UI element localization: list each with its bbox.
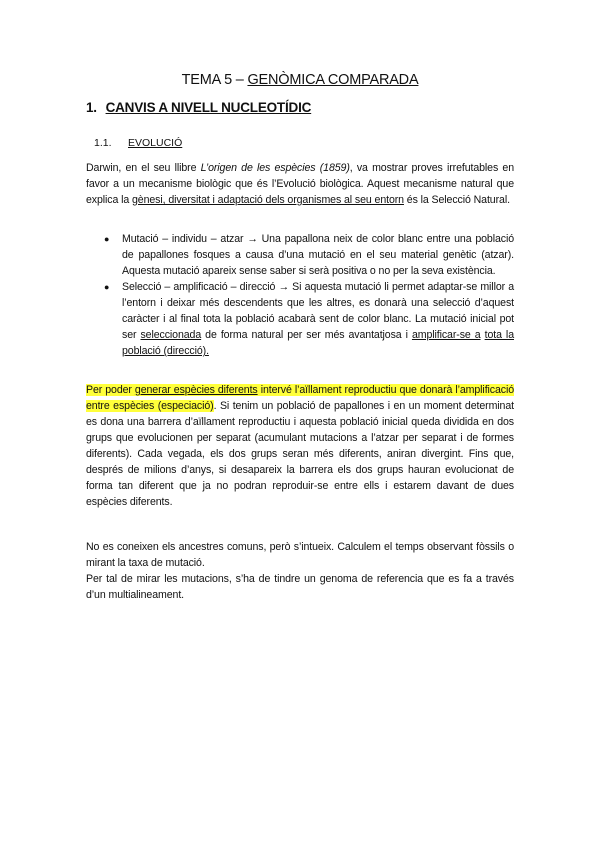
speciation-text: . Si tenim un població de papallones i en un moment determinat es dona una barrera d’aïllament reproductiu i aquesta població inicial queda dividida en dos grups que evolucionen per separat (acumulant mutacions a l’atzar per separat i de formes diferents). Cada vegada, els dos grups seran més diferents, aniran divergint. Fins que, després de milions d’anys, si desapareix la barrera els dos grups hauran evolucionat de forma tan diferent que ja no podran reproduir-se entre ells i estarem davant de dues espècies diferents.	[86, 400, 514, 508]
subsection-title: EVOLUCIÓ	[128, 137, 183, 149]
bullet-dot-icon: ●	[104, 282, 110, 292]
intro-text-2: , va mostrar proves irrefutables en favor a un mecanisme biològic que és l’Evolució biològica. Aquest mecanisme natural que explica la	[86, 162, 514, 206]
subsection-heading-1-1	[94, 137, 182, 149]
closing-line-1: No es coneixen els ancestres comuns, però s’intueix. Calculem el temps observant fòssils o mirant la taxa de mutació.	[86, 541, 514, 569]
highlight-underlined: generar espècies diferents	[134, 384, 258, 396]
bullet-selection-text-1: Selecció – amplificació – direcció → Si aquesta mutació li permet adaptar-se millor a l’entorn i deixar més descendents que les altres, es donarà una selecció d’aquest caràcter i al final tota la població acabarà sent de color blanc. La mutació inicial pot ser	[122, 281, 514, 341]
intro-text-1: Darwin, en el seu llibre	[86, 162, 201, 174]
document-title	[0, 72, 600, 88]
closing-paragraph	[86, 539, 514, 603]
bullet-mutation-text: Mutació – individu – atzar → Una papallona neix de color blanc entre una població de papallones fosques a causa d’una mutació en el seu material genètic (atzar). Aquesta mutació apareix sense saber si serà positiva o no per la seva existència.	[122, 233, 514, 277]
bullet-selection-text-2: de forma natural per ser més avantatjosa i	[201, 329, 412, 341]
bullet-selection-underlined-3: tota la població (direcció).	[122, 329, 514, 357]
title-underlined: GENÒMICA COMPARADA	[247, 72, 419, 88]
bullet-selection	[100, 279, 514, 359]
intro-text-3: és la Selecció Natural.	[403, 194, 510, 206]
section-title: CANVIS A NIVELL NUCLEOTÍDIC	[105, 100, 312, 115]
bullet-dot-icon: ●	[104, 234, 110, 244]
closing-line-2: Per tal de mirar les mutacions, s’ha de tindre un genoma de referencia que es fa a través d’un multialineament.	[86, 573, 514, 601]
section-heading-1	[86, 100, 311, 115]
subsection-number: 1.1.	[94, 137, 112, 149]
title-prefix: TEMA 5 –	[181, 72, 248, 88]
book-title: L’origen de les espècies (1859)	[200, 162, 350, 174]
highlight-text-1: Per poder	[86, 384, 135, 396]
bullet-selection-underlined-2: amplificar-se a	[411, 329, 481, 341]
section-number: 1.	[86, 100, 97, 115]
intro-paragraph	[86, 160, 514, 208]
intro-underlined: gènesi, diversitat i adaptació dels organismes al seu entorn	[132, 194, 404, 206]
highlight-text-2: intervé l’aïllament reproductiu que donarà l’amplificació entre espècies (especiació)	[86, 384, 515, 412]
speciation-paragraph	[86, 382, 514, 510]
bullet-selection-underlined-1: seleccionada	[140, 329, 202, 341]
bullet-mutation	[100, 231, 514, 279]
bullet-list	[100, 231, 514, 359]
